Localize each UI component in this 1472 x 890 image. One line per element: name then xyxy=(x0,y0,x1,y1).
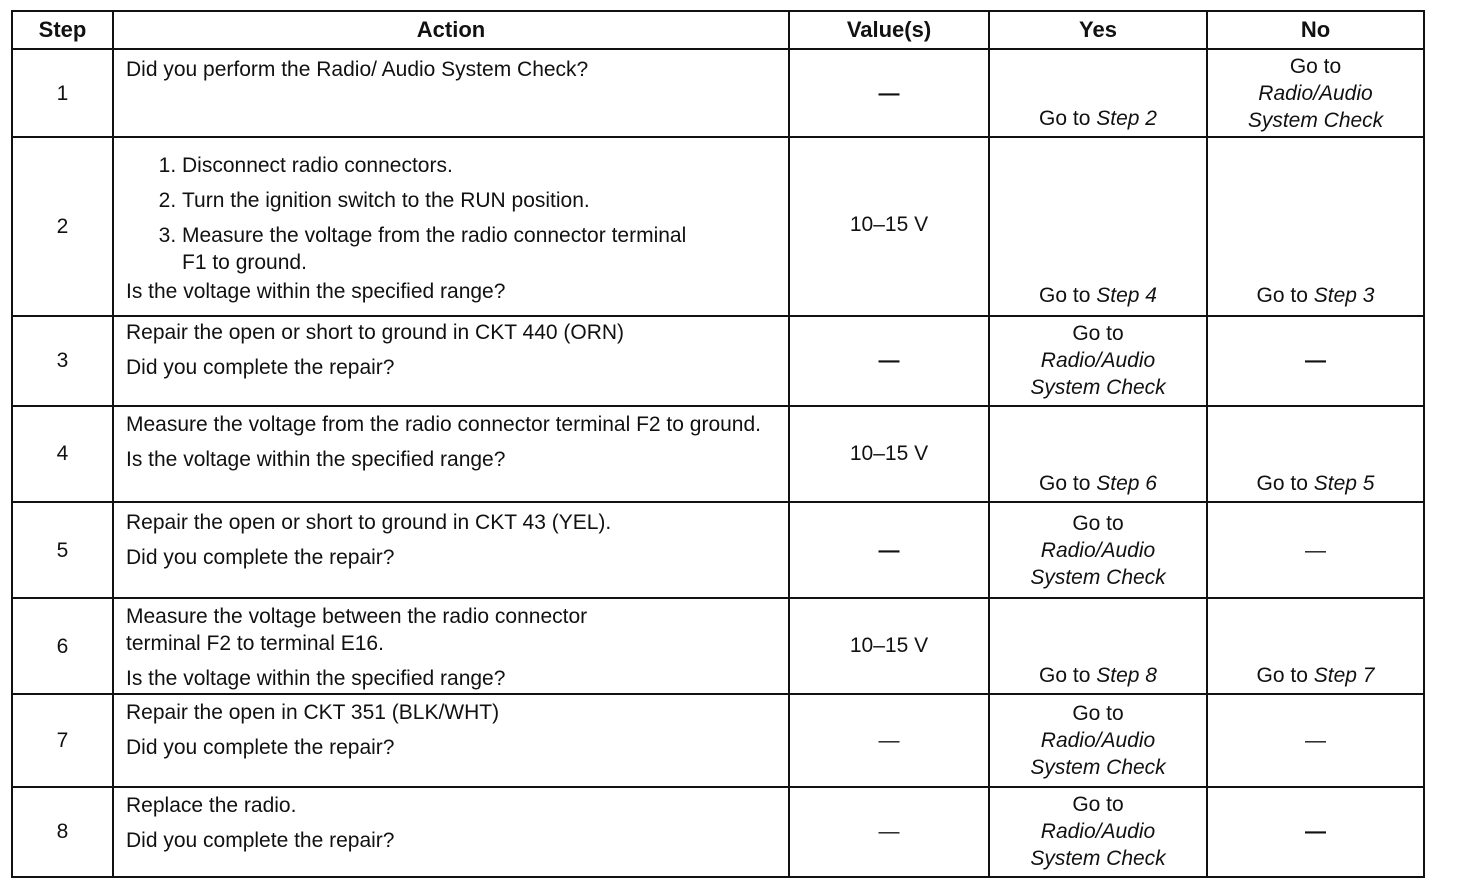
yes-check-link[interactable] xyxy=(990,537,1206,591)
no-goto: Go to xyxy=(1256,283,1308,307)
action-cell xyxy=(113,49,789,137)
yes-check-link[interactable] xyxy=(990,347,1206,401)
value-cell: — xyxy=(789,316,989,406)
yes-cell xyxy=(989,137,1207,315)
yes-link-line2: System Check xyxy=(1030,756,1166,780)
header-action: Action xyxy=(113,11,789,49)
action-text: Repair the open or short to ground in CKT 43 (YEL). xyxy=(126,511,612,535)
yes-goto: Go to xyxy=(1039,283,1091,307)
yes-goto: Go to xyxy=(1072,511,1124,535)
no-check-link[interactable] xyxy=(1208,80,1423,134)
yes-goto: Go to xyxy=(1039,664,1091,688)
no-cell xyxy=(1207,598,1424,694)
no-cell xyxy=(1207,137,1424,315)
step-number: 8 xyxy=(12,787,113,877)
yes-goto: Go to xyxy=(1072,322,1124,346)
value-cell: — xyxy=(789,694,989,786)
step-number: 1 xyxy=(12,49,113,137)
step-number: 7 xyxy=(12,694,113,786)
table-row xyxy=(12,787,1424,877)
action-question: Did you complete the repair? xyxy=(126,546,395,570)
action-text: Did you perform the Radio/ Audio System Check? xyxy=(126,58,589,81)
action-steps-list xyxy=(126,152,778,276)
no-step-link[interactable]: Step 3 xyxy=(1313,283,1375,307)
action-cell xyxy=(113,137,789,315)
header-yes: Yes xyxy=(989,11,1207,49)
yes-link-line2: System Check xyxy=(1030,565,1166,589)
value-cell: 10–15 V xyxy=(789,406,989,502)
value-cell: — xyxy=(789,502,989,598)
value-cell: — xyxy=(789,49,989,137)
action-step: 2. Turn the ignition switch to the RUN position. xyxy=(182,187,778,214)
yes-link-line1: Radio/Audio xyxy=(1040,820,1156,844)
header-row xyxy=(12,11,1424,49)
yes-goto: Go to xyxy=(1072,793,1124,817)
action-text: Repair the open or short to ground in CKT 440 (ORN) xyxy=(126,320,625,344)
header-no: No xyxy=(1207,11,1424,49)
action-text: Measure the voltage from the radio connector terminal F2 to ground. xyxy=(126,412,762,436)
action-cell xyxy=(113,502,789,598)
yes-step-link[interactable]: Step 6 xyxy=(1096,472,1157,496)
yes-step-link[interactable]: Step 8 xyxy=(1096,664,1157,688)
action-question: Is the voltage within the specified range? xyxy=(126,667,506,691)
action-cell xyxy=(113,316,789,406)
yes-cell xyxy=(989,49,1207,137)
yes-link-line2: System Check xyxy=(1030,376,1166,400)
yes-link-line1: Radio/Audio xyxy=(1040,729,1156,753)
value-cell: 10–15 V xyxy=(789,137,989,315)
yes-link-line2: System Check xyxy=(1030,847,1166,871)
yes-cell xyxy=(989,787,1207,877)
yes-check-link[interactable] xyxy=(990,818,1206,872)
no-cell: — xyxy=(1207,694,1424,786)
table-row xyxy=(12,137,1424,315)
no-cell: — xyxy=(1207,787,1424,877)
no-goto: Go to xyxy=(1289,54,1342,78)
yes-cell xyxy=(989,694,1207,786)
table-row xyxy=(12,502,1424,598)
action-question: Is the voltage within the specified range? xyxy=(126,280,506,304)
action-cell xyxy=(113,406,789,502)
action-text: Replace the radio. xyxy=(126,793,297,817)
no-cell xyxy=(1207,406,1424,502)
yes-cell xyxy=(989,406,1207,502)
action-cell xyxy=(113,787,789,877)
no-goto: Go to xyxy=(1256,664,1308,688)
action-question: Is the voltage within the specified range? xyxy=(126,447,506,471)
action-text: Measure the voltage between the radio connector terminal F2 to terminal E16. xyxy=(126,605,588,656)
action-cell xyxy=(113,598,789,694)
yes-check-link[interactable] xyxy=(990,727,1206,781)
table-row xyxy=(12,598,1424,694)
table-row xyxy=(12,694,1424,786)
yes-link-line1: Radio/Audio xyxy=(1040,349,1156,373)
step-number: 5 xyxy=(12,502,113,598)
table-row xyxy=(12,316,1424,406)
yes-goto: Go to xyxy=(1039,107,1091,131)
yes-cell xyxy=(989,598,1207,694)
value-cell: 10–15 V xyxy=(789,598,989,694)
no-cell xyxy=(1207,49,1424,137)
yes-step-link[interactable]: Step 4 xyxy=(1096,283,1157,307)
value-cell: — xyxy=(789,787,989,877)
step-number: 4 xyxy=(12,406,113,502)
action-step: 3. Measure the voltage from the radio connector terminal F1 to ground. xyxy=(182,222,778,276)
step-number: 3 xyxy=(12,316,113,406)
no-step-link[interactable]: Step 5 xyxy=(1313,472,1375,496)
step-number: 6 xyxy=(12,598,113,694)
yes-cell xyxy=(989,502,1207,598)
yes-link-line1: Radio/Audio xyxy=(1040,538,1156,562)
yes-goto: Go to xyxy=(1039,472,1091,496)
header-values: Value(s) xyxy=(789,11,989,49)
yes-goto: Go to xyxy=(1072,702,1124,726)
action-question: Did you complete the repair? xyxy=(126,355,395,379)
table-row xyxy=(12,49,1424,137)
action-step: 1. Disconnect radio connectors. xyxy=(182,152,778,179)
no-step-link[interactable]: Step 7 xyxy=(1313,664,1375,688)
action-cell xyxy=(113,694,789,786)
action-text: Repair the open in CKT 351 (BLK/WHT) xyxy=(126,701,500,725)
yes-step-link[interactable]: Step 2 xyxy=(1096,107,1157,131)
diagnostic-table xyxy=(11,10,1425,878)
header-step: Step xyxy=(12,11,113,49)
step-number: 2 xyxy=(12,137,113,315)
action-question: Did you complete the repair? xyxy=(126,828,395,852)
yes-cell xyxy=(989,316,1207,406)
table-row xyxy=(12,406,1424,502)
no-link-line2: System Check xyxy=(1247,108,1384,132)
no-cell: — xyxy=(1207,316,1424,406)
action-question: Did you complete the repair? xyxy=(126,736,395,760)
no-cell: — xyxy=(1207,502,1424,598)
no-link-line1: Radio/Audio xyxy=(1258,81,1373,105)
no-goto: Go to xyxy=(1256,472,1308,496)
